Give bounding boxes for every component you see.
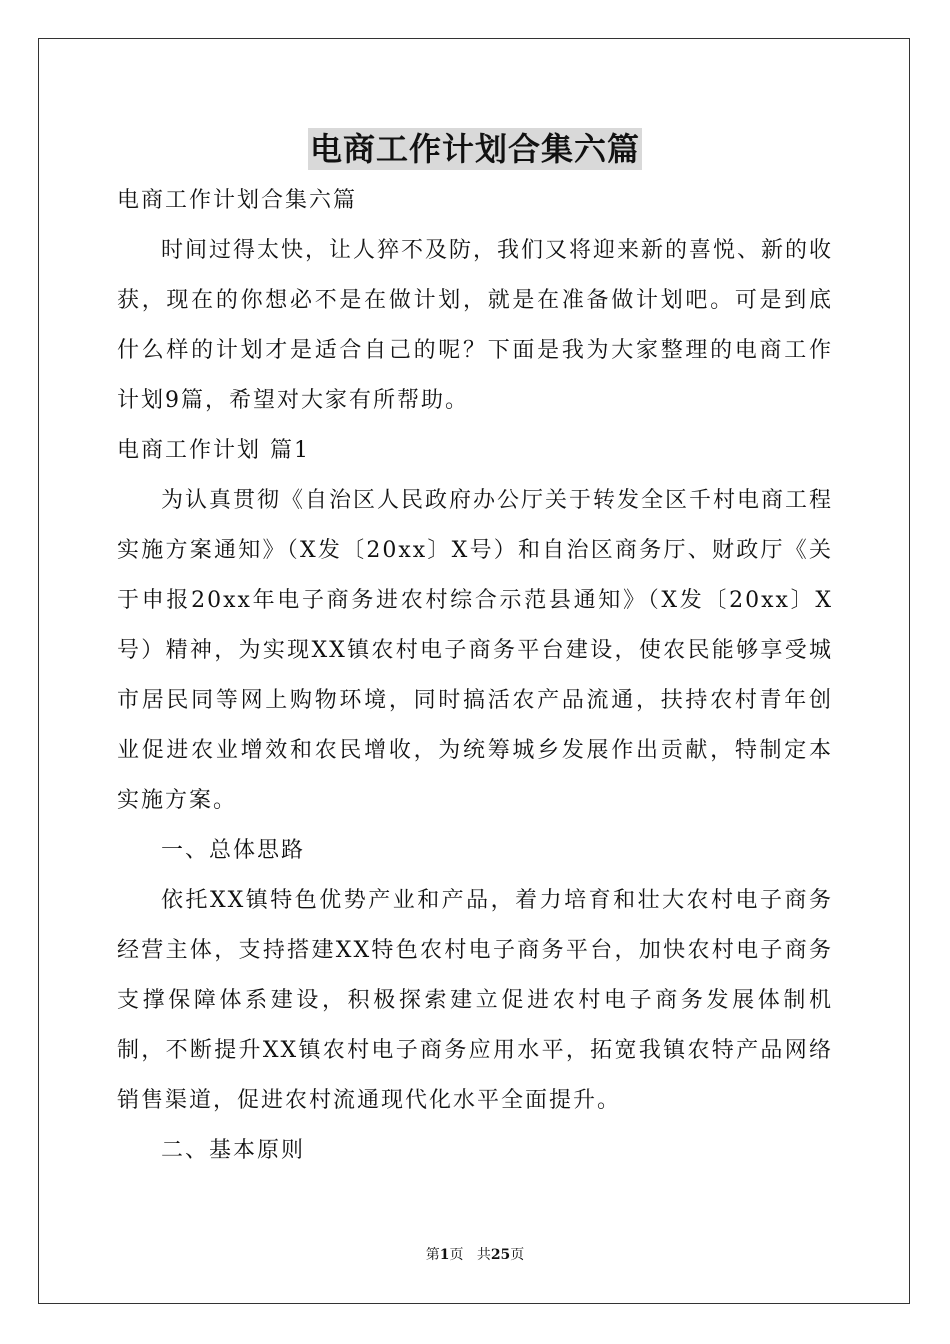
title-wrap [0,128,950,170]
total-prefix: 共 [476,1247,491,1263]
total-suffix: 页 [510,1247,525,1263]
heading-overall-approach: 一、总体思路 [161,838,306,863]
document-body [117,176,833,1176]
total-pages: 25 [490,1247,511,1263]
intro-paragraph: 时间过得太快，让人猝不及防，我们又将迎来新的喜悦、新的收获，现在的你想必不是在做计划，就是在准备做计划吧。可是到底什么样的计划才是适合自己的呢？下面是我为大家整理的电商工作计划9篇，希望对大家有所帮助。 [117,238,834,413]
page-footer [0,1245,950,1265]
subtitle-paragraph: 电商工作计划合集六篇 [117,188,358,213]
body-paragraph-purpose: 为认真贯彻《自治区人民政府办公厅关于转发全区千村电商工程实施方案通知》（X发〔20xx〕X号）和自治区商务厅、财政厅《关于申报20xx年电子商务进农村综合示范县通知》（X发〔20xx〕X号）精神，为实现XX镇农村电子商务平台建设，使农民能够享受城市居民同等网上购物环境，同时搞活农产品流通，扶持农村青年创业促进农业增效和农民增收，为统筹城乡发展作出贡献，特制定本实施方案。 [117,488,834,813]
body-paragraph-approach: 依托XX镇特色优势产业和产品，着力培育和壮大农村电子商务经营主体，支持搭建XX特色农村电子商务平台，加快农村电子商务支撑保障体系建设，积极探索建立促进农村电子商务发展体制机制，不断提升XX镇农村电子商务应用水平，拓宽我镇农特产品网络销售渠道，促进农村流通现代化水平全面提升。 [117,888,833,1113]
page-number: 1 [439,1247,450,1263]
heading-basic-principles: 二、基本原则 [161,1138,306,1163]
page-suffix: 页 [449,1247,464,1263]
page-prefix: 第 [425,1247,440,1263]
section-heading-plan-1: 电商工作计划 篇1 [117,438,310,463]
document-title: 电商工作计划合集六篇 [309,130,640,168]
